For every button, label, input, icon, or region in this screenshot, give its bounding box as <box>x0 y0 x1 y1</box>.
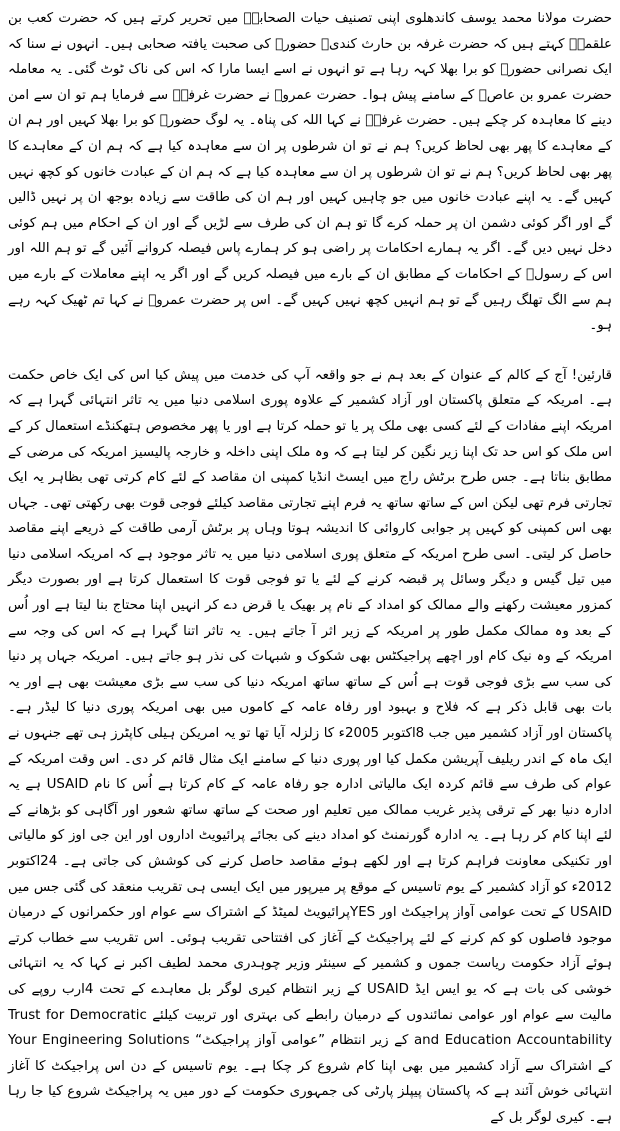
column-body-paragraph: قارئین! آج کے کالم کے عنوان کے بعد ہم نے جو واقعہ آپ کی خدمت میں پیش کیا اس کی ایک خاص حکمت ہے۔ امریکہ کے متعلق پاکستان اور آزاد کشمیر کے علاوہ پوری اسلامی دنیا میں یہ تاثر انتہائی گہرا ہے کہ امریکہ اپنے مفادات کے لئے کسی بھی ملک پر یا تو حملہ کرتا ہے اور یا پھر مخصوص ہتھکنڈے استعمال کر کے اس ملک کو اس حد تک اپنا زیر نگین کر لیتا ہے کہ وہ ملک اپنی داخلہ و خارجہ پالیسیز امریکہ کی مرضی کے مطابق بناتا ہے۔ جس طرح برٹش راج میں ایسٹ انڈیا کمپنی ان مقاصد کے لئے کام کرتی تھی بظاہر یہ ایک تجارتی فرم تھی لیکن اس کے ساتھ ساتھ یہ فرم اپنے تجارتی مقاصد کیلئے فوجی قوت بھی رکھتی تھی۔ جہاں بھی اس کمپنی کو کہیں پر جوابی کاروائی کا اندیشہ ہوتا وہاں پر برٹش آرمی طاقت کے ذریعے اپنے مقاصد حاصل کر لیتی۔ اسی طرح امریکہ کے متعلق پوری اسلامی دنیا میں یہ تاثر موجود ہے کہ امریکہ اسلامی دنیا میں تیل گیس و دیگر وسائل پر قبضہ کرنے کے لئے یا تو فوجی قوت کا استعمال کرتا ہے اور بصورت دیگر کمزور معیشت رکھنے والے ممالک کو امداد کے نام پر بھیک یا قرض دے کر انہیں اپنا محتاج بنا لیتا ہے اور اُس کے بعد وہ ممالک مکمل طور پر امریکہ کے زیر اثر آ جاتے ہیں۔ یہ تاثر اتنا گہرا ہے کہ اس کی وجہ سے امریکہ کے وہ نیک کام اور اچھے پراجیکٹس بھی شکوک و شبہات کی نذر ہو جاتے ہیں۔ امریکہ جہاں پر دنیا کی سب سے بڑی فوجی قوت ہے اُس کے ساتھ ساتھ امریکہ دنیا کی سب سے بڑی معیشت بھی ہے اور یہ بات بھی قابل ذکر ہے کہ فلاح و بہبود اور رفاہ عامہ کے کاموں میں بھی امریکہ پوری دنیا کا لیڈر ہے۔ پاکستان اور آزاد کشمیر میں جب 8اکتوبر 2005ء کا زلزلہ آیا تھا تو یہ امریکن ہیلی کاپٹرز ہی تھے جنہوں نے ایک ماہ کے اندر ریلیف آپریشن مکمل کیا اور پوری دنیا کے سامنے ایک مثال قائم کر دی۔ اس وقت امریکہ کے عوام کی طرف سے قائم کردہ ایک مالیاتی ادارہ جو رفاہ عامہ کے کام کرتا ہے اُس کا نام USAID ہے یہ ادارہ دنیا بھر کے ترقی پذیر غریب ممالک میں تعلیم اور صحت کے ساتھ ساتھ شعور اور آگاہی کو بڑھانے کے لئے اپنا کام کر رہا ہے۔ یہ ادارہ گورنمنٹ کو امداد دینے کی بجائے پرائیویٹ اداروں اور این جی اوز کو مالیاتی اور تکنیکی معاونت فراہم کرتا ہے اور لکھے ہوئے مقاصد حاصل کرنے کی کوشش کی جاتی ہے۔ 24اکتوبر 2012ء کو آزاد کشمیر کے یوم تاسیس کے موقع پر میرپور میں ایک ایسی ہی تقریب منعقد کی گئی جس میں USAID کے تحت عوامی آواز پراجیکٹ اور YESپرائیویٹ لمیٹڈ کے اشتراک سے عوام اور حکمرانوں کے درمیان موجود فاصلوں کو کم کرنے کے لئے پراجیکٹ کے آغاز کی افتتاحی تقریب ہوئی۔ اس تقریب سے خطاب کرتے ہوئے آزاد حکومت ریاست جموں و کشمیر کے سینئر وزیر چوہدری محمد لطیف اکبر نے کہا کہ یہ انتہائی خوشی کی بات ہے کہ یو ایس ایڈ USAID کے زیر انتظام کیری لوگر بل معاہدے کے تحت 4ارب روپے کی مالیت سے عوام اور عوامی نمائندوں کے درمیان رابطے کی بہتری اور تربیت کیلئے Trust for Democratic and Education Accountability کے زیر انتظام ”عوامی آواز پراجیکٹ“ Your Engineering Solutions کے اشتراک سے آزاد کشمیر میں بھی اپنا کام شروع کر چکا ہے۔ یوم تاسیس کے دن اس پراجیکٹ کا آغاز انتہائی خوش آئند ہے کہ پاکستان پیپلز پارٹی کی جمہوری حکومت کے دور میں یہ پراجیکٹ شروع کیا جا رہا ہے۔ کیری لوگر بل کے <box>8 367 613 1125</box>
story-paragraph: حضرت مولانا محمد یوسف کاندھلوی اپنی تصنیف حیات الصحابہؓ میں تحریر کرتے ہیں کہ حضرت کعب بن علقمہؒ کہتے ہیں کہ حضرت غرفہ بن حارث کندیؓ حضورﷺ کی صحبت یافتہ صحابی ہیں۔ انہوں نے سنا کہ ایک نصرانی حضورﷺ کو برا بھلا کہہ رہا ہے تو انہوں نے اسے ایسا مارا کہ اس کی ناک ٹوٹ گئی۔ یہ معاملہ حضرت عمرو بن عاصؓ کے سامنے پیش ہوا۔ حضرت عمروؓ نے حضرت غرفہؓ سے فرمایا ہم تو ان سے امن دینے کا معاہدہ کر چکے ہیں۔ حضرت غرفہؓ نے کہا اللہ کی پناہ۔ یہ لوگ حضورﷺ کو برا بھلا کہیں اور ہم ان کے معاہدے کا پھر بھی لحاظ کریں؟ ہم نے تو ان شرطوں پر ان سے معاہدہ کیا ہے کہ ہم ان کے معاہدے کا پھر بھی لحاظ کریں؟ ہم نے تو ان شرطوں پر ان سے معاہدہ کیا ہے کہ ہم ان کے عبادت خانوں کو کچھ نہیں کہیں گے۔ یہ اپنے عبادت خانوں میں جو چاہیں کہیں اور ہم ان کی طاقت سے زیادہ بوجھ ان پر نہیں ڈالیں گے اور اگر کوئی دشمن ان پر حملہ کرے گا تو ہم ان کی طرف سے لڑیں گے اور ان کے احکام میں ہم کوئی دخل نہیں دیں گے۔ اگر یہ ہمارے احکامات پر راضی ہو کر ہمارے پاس فیصلہ کروانے آئیں گے تو ہم اللہ اور اس کے رسولﷺ کے احکامات کے مطابق ان کے بارے میں فیصلہ کریں گے اور اگر یہ اپنے معاملات کے بارے میں ہم سے الگ تھلگ رہیں گے تو ہم انہیں کچھ نہیں کہیں گے۔ اس پر حضرت عمروؓ نے کہا تم ٹھیک کہہ رہے ہو۔ <box>8 11 612 334</box>
